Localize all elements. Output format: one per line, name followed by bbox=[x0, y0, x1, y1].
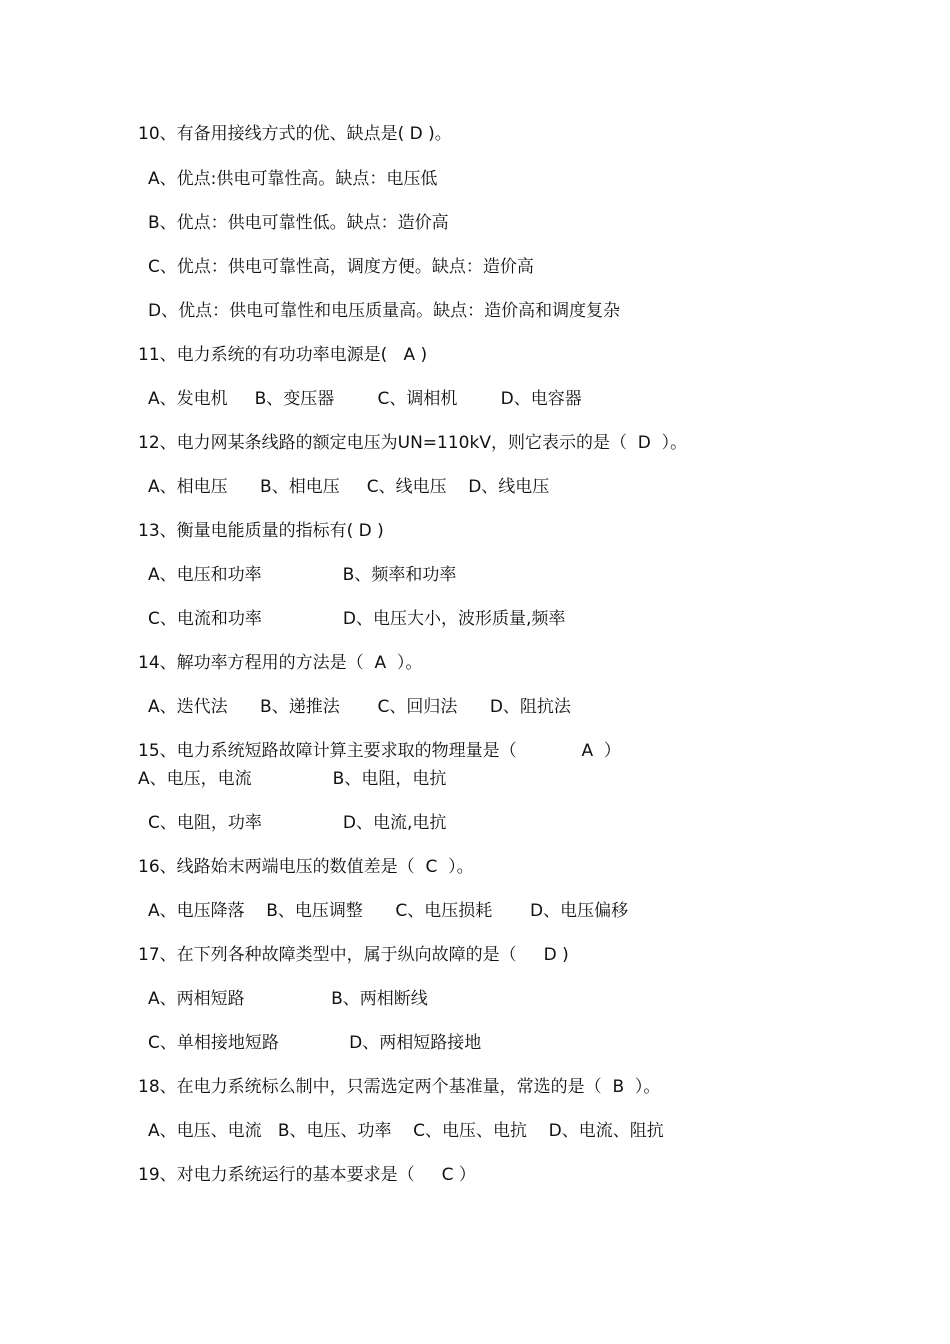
question-11-options: A、发电机 B、变压器 C、调相机 D、电容器 bbox=[148, 389, 582, 409]
question-12: 12、电力网某条线路的额定电压为UN=110kV，则它表示的是（ D ）。 bbox=[138, 433, 688, 453]
question-16-options: A、电压降落 B、电压调整 C、电压损耗 D、电压偏移 bbox=[148, 901, 629, 921]
question-13-options-ab: A、电压和功率 B、频率和功率 bbox=[148, 565, 457, 585]
question-10-option-b: B、优点：供电可靠性低。缺点：造价高 bbox=[148, 213, 449, 233]
question-10-option-d: D、优点：供电可靠性和电压质量高。缺点：造价高和调度复杂 bbox=[148, 301, 621, 321]
question-17-options-ab: A、两相短路 B、两相断线 bbox=[148, 989, 428, 1009]
question-10-option-a: A、优点:供电可靠性高。缺点：电压低 bbox=[148, 169, 438, 189]
question-18: 18、在电力系统标么制中，只需选定两个基准量，常选的是（ B ）。 bbox=[138, 1077, 661, 1097]
question-17: 17、在下列各种故障类型中，属于纵向故障的是（ D ) bbox=[138, 945, 569, 965]
question-14: 14、解功率方程用的方法是（ A ）。 bbox=[138, 653, 423, 673]
question-15-options-cd: C、电阻，功率 D、电流,电抗 bbox=[148, 813, 447, 833]
question-13-options-cd: C、电流和功率 D、电压大小，波形质量,频率 bbox=[148, 609, 566, 629]
question-10-option-c: C、优点：供电可靠性高，调度方便。缺点：造价高 bbox=[148, 257, 534, 277]
question-10: 10、有备用接线方式的优、缺点是( D )。 bbox=[138, 124, 452, 144]
question-11: 11、电力系统的有功功率电源是( A ) bbox=[138, 345, 428, 365]
question-16: 16、线路始末两端电压的数值差是（ C ）。 bbox=[138, 857, 474, 877]
question-18-options: A、电压、电流 B、电压、功率 C、电压、电抗 D、电流、阻抗 bbox=[148, 1121, 664, 1141]
question-15-options-ab: A、电压，电流 B、电阻，电抗 bbox=[138, 769, 447, 789]
question-15: 15、电力系统短路故障计算主要求取的物理量是（ A ） bbox=[138, 741, 621, 761]
question-19: 19、对电力系统运行的基本要求是（ C ） bbox=[138, 1165, 476, 1185]
question-17-options-cd: C、单相接地短路 D、两相短路接地 bbox=[148, 1033, 482, 1053]
question-12-options: A、相电压 B、相电压 C、线电压 D、线电压 bbox=[148, 477, 550, 497]
question-13: 13、衡量电能质量的指标有( D ) bbox=[138, 521, 384, 541]
question-14-options: A、迭代法 B、递推法 C、回归法 D、阻抗法 bbox=[148, 697, 571, 717]
